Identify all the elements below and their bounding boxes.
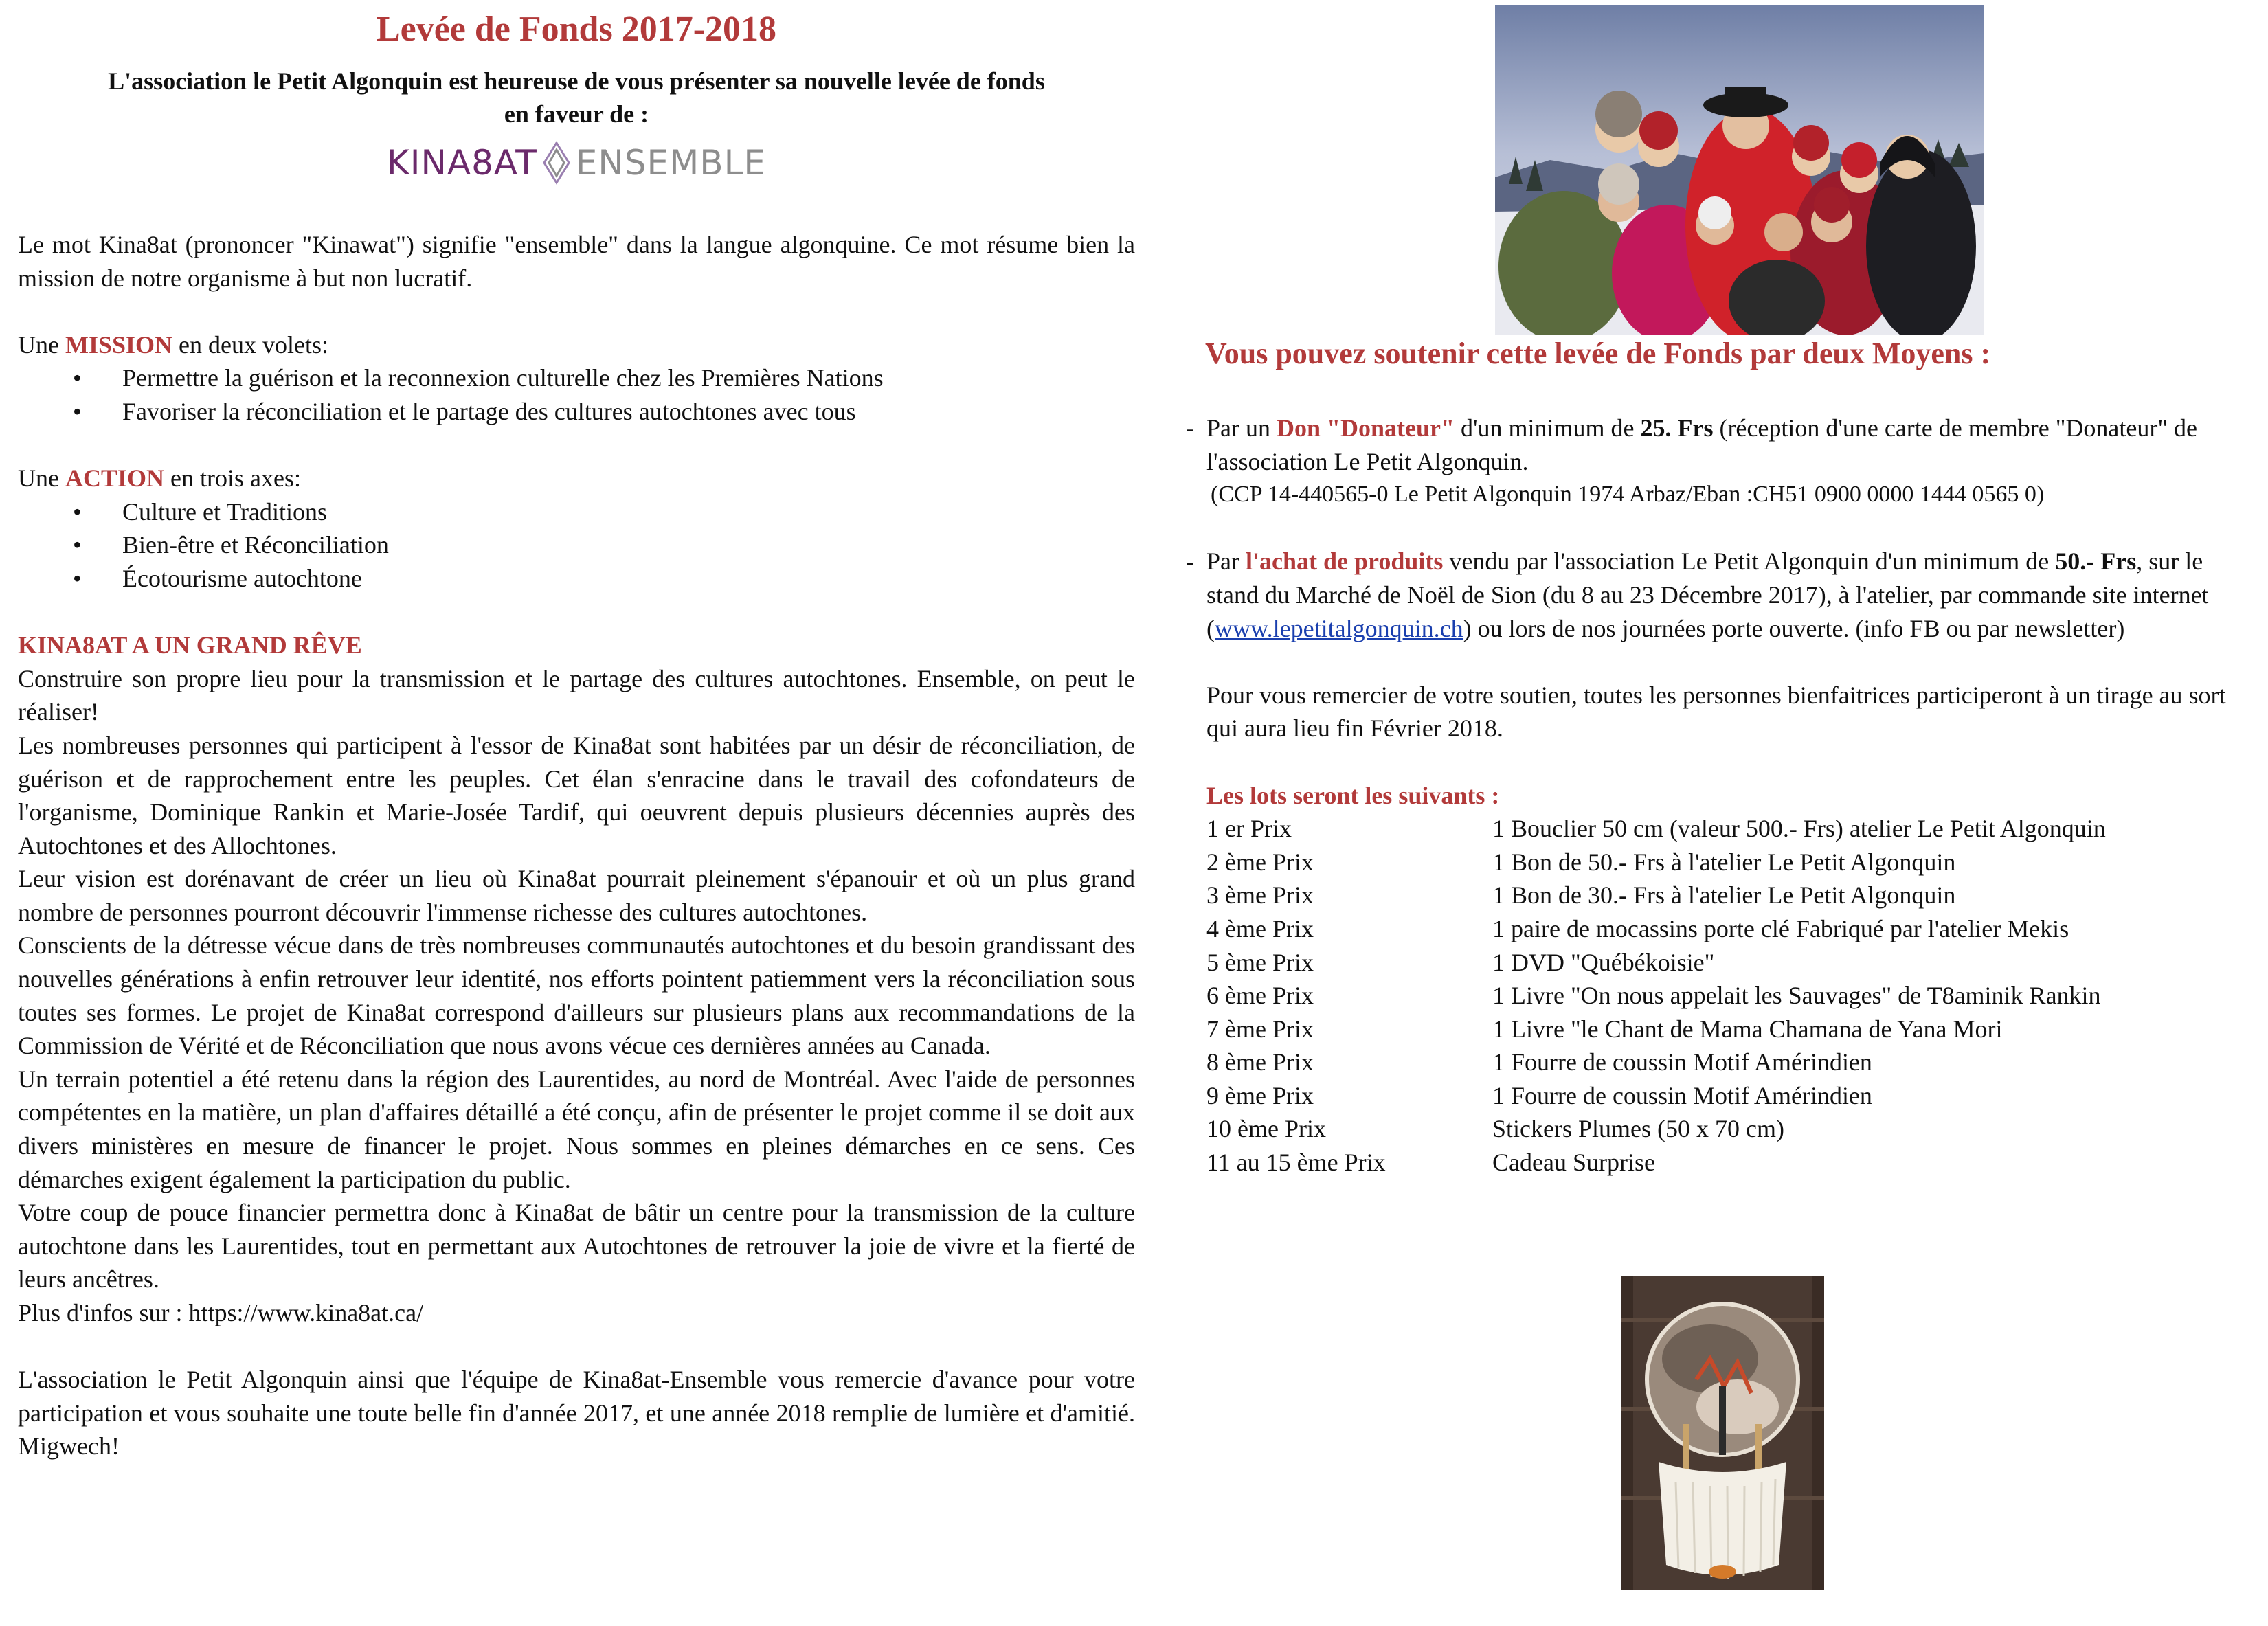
mission-list [18, 361, 1135, 428]
right-column [1186, 330, 2258, 1179]
achat-produits-label: l'achat de produits [1246, 547, 1444, 576]
dreamcatcher-image [1621, 1276, 1824, 1590]
prize-description: 1 DVD "Québékoisie" [1492, 948, 1715, 976]
don-minimum: 25. Frs [1640, 414, 1714, 442]
purchase-option: - Par l'achat de produits vendu par l'association Le Petit Algonquin d'un minimum de 50.- Frs, sur le stand du Marché de Noël de Sion (du 8 au 23 Décembre 2017), à l'atelier, par commande site internet (www.lepetitalgonquin.ch) ou lors de nos journées porte ouverte. (info FB ou par newsletter) [1186, 545, 2258, 645]
dream-paragraph: Les nombreuses personnes qui participent à l'essor de Kina8at sont habitées par un désir de réconciliation, de guérison et de rapprochement entre les peuples. Cet élan s'enracine dans le travail des cofondateurs de l'organisme, Dominique Rankin et Marie-Josée Tardif, qui oeuvrent depuis plusieurs décennies auprès des Autochtones et des Allochtones. [18, 731, 1135, 859]
lots-heading: Les lots seront les suivants : [1206, 781, 1500, 809]
action-list [18, 495, 1135, 596]
list-item: • Bien-être et Réconciliation [18, 528, 1135, 562]
prizes-section [1186, 779, 2258, 1179]
table-row [1206, 1013, 2106, 1046]
thanks-paragraph: Pour vous remercier de votre soutien, toutes les personnes bienfaitrices participeront à un tirage au sort qui aura lieu fin Février 2018. [1206, 681, 2226, 743]
group-photo-image [1495, 5, 1984, 335]
prize-rank: 6 ème Prix [1206, 982, 1314, 1010]
table-row [1206, 1079, 2106, 1113]
table-row [1206, 946, 2106, 980]
prize-description: 1 Fourre de coussin Motif Amérindien [1492, 1081, 1872, 1109]
prizes-table [1206, 812, 2106, 1179]
table-row [1206, 812, 2106, 846]
prize-rank: 2 ème Prix [1206, 848, 1314, 876]
mission-keyword: MISSION [65, 330, 173, 359]
dreamcatcher-photo [1621, 1276, 1824, 1590]
list-item: • Permettre la guérison et la reconnexion culturelle chez les Premières Nations [18, 361, 1135, 395]
table-row [1206, 912, 2106, 946]
prize-rank: 1 er Prix [1206, 815, 1292, 843]
prize-rank: 10 ème Prix [1206, 1115, 1326, 1143]
website-link[interactable]: www.lepetitalgonquin.ch [1215, 614, 1463, 642]
action-line: Une ACTION en trois axes: [18, 464, 301, 493]
action-keyword: ACTION [65, 464, 165, 493]
intro-line-1: L'association le Petit Algonquin est heureuse de vous présenter sa nouvelle levée de fonds [108, 67, 1045, 95]
dream-paragraph: Construire son propre lieu pour la transmission et le partage des cultures autochtones. Ensemble, on peut le réaliser! [18, 664, 1135, 726]
group-photo [1495, 5, 1984, 335]
prize-rank: 8 ème Prix [1206, 1048, 1314, 1076]
mission-line: Une MISSION en deux volets: [18, 330, 328, 359]
closing-paragraph: L'association le Petit Algonquin ainsi que l'équipe de Kina8at-Ensemble vous remercie d'avance pour votre participation et vous souhaite une toute belle fin d'année 2017, et une année 2018 remplie de lumière et d'amitié. Migwech! [18, 1366, 1135, 1460]
prize-description: 1 Bon de 30.- Frs à l'atelier Le Petit Algonquin [1492, 881, 1956, 910]
prize-description: 1 Livre "le Chant de Mama Chamana de Yana Mori [1492, 1015, 2003, 1043]
logo-text-ensemble: ENSEMBLE [575, 143, 767, 183]
table-row [1206, 1146, 2106, 1179]
achat-minimum: 50.- Frs [2055, 547, 2137, 576]
table-row [1206, 1112, 2106, 1146]
prize-description: 1 Livre "On nous appelait les Sauvages" de T8aminik Rankin [1492, 982, 2101, 1010]
prize-description: 1 Fourre de coussin Motif Amérindien [1492, 1048, 1872, 1076]
prize-description: Cadeau Surprise [1492, 1149, 1655, 1177]
dream-paragraph: Conscients de la détresse vécue dans de très nombreuses communautés autochtones et du besoin grandissant des nouvelles générations à enfin retrouver leur identité, nos efforts pointent patiemment vers la réconciliation sous toutes ses formes. Le projet de Kina8at correspond d'ailleurs sur plusieurs plans aux recommandations de la Commission de Vérité et de Réconciliation que nous avons vécue ces dernières années au Canada. [18, 931, 1135, 1060]
table-row [1206, 879, 2106, 912]
dream-paragraph: Votre coup de pouce financier permettra donc à Kina8at de bâtir un centre pour la transmission de la culture autochtone dans les Laurentides, tout en permettant aux Autochtones de retrouver la joie de vivre et la fierté de leurs ancêtres. [18, 1199, 1135, 1294]
don-donateur-label: Don "Donateur" [1277, 414, 1455, 442]
logo-diamond-icon [541, 140, 572, 185]
table-row [1206, 846, 2106, 879]
table-row [1206, 979, 2106, 1013]
logo-text-kina8at: KINA8AT [386, 143, 537, 183]
intro-line-2: en faveur de : [504, 100, 649, 128]
prize-description: Stickers Plumes (50 x 70 cm) [1492, 1115, 1784, 1143]
list-item: • Culture et Traditions [18, 495, 1135, 529]
prize-description: 1 Bon de 50.- Frs à l'atelier Le Petit Algonquin [1492, 848, 1956, 876]
more-info-line: Plus d'infos sur : https://www.kina8at.ca/ [18, 1299, 424, 1326]
page-title: Levée de Fonds 2017-2018 [376, 10, 777, 49]
donation-option: - Par un Don "Donateur" d'un minimum de 25. Frs (réception d'une carte de membre "Donateur" de l'association Le Petit Algonquin. [1186, 411, 2258, 478]
prize-description: 1 Bouclier 50 cm (valeur 500.- Frs) atelier Le Petit Algonquin [1492, 815, 2106, 843]
ccp-line: (CCP 14-440565-0 Le Petit Algonquin 1974 Arbaz/Eban :CH51 0900 0000 1444 0565 0) [1211, 482, 2045, 508]
list-item: • Favoriser la réconciliation et le partage des cultures autochtones avec tous [18, 395, 1135, 429]
prize-rank: 9 ème Prix [1206, 1081, 1314, 1109]
table-row [1206, 1046, 2106, 1079]
prize-rank: 4 ème Prix [1206, 914, 1314, 942]
prize-rank: 11 au 15 ème Prix [1206, 1149, 1386, 1177]
prize-rank: 7 ème Prix [1206, 1015, 1314, 1043]
left-column [18, 5, 1135, 1463]
prize-rank: 3 ème Prix [1206, 881, 1314, 910]
prize-description: 1 paire de mocassins porte clé Fabriqué par l'atelier Mekis [1492, 914, 2069, 942]
kina8at-intro-paragraph: Le mot Kina8at (prononcer "Kinawat") signifie "ensemble" dans la langue algonquine. Ce mot résume bien la mission de notre organisme à but non lucratif. [18, 231, 1135, 292]
prize-rank: 5 ème Prix [1206, 948, 1314, 976]
dream-heading: KINA8AT A UN GRAND RÊVE [18, 631, 362, 659]
kina8at-ensemble-logo [18, 139, 1135, 187]
support-title: Vous pouvez soutenir cette levée de Fonds par deux Moyens : [1205, 337, 1991, 370]
list-item: • Écotourisme autochtone [18, 562, 1135, 596]
dream-paragraph: Leur vision est dorénavant de créer un lieu où Kina8at pourrait pleinement s'épanouir et où un plus grand nombre de personnes pourront découvrir l'immense richesse des cultures autochtones. [18, 865, 1135, 926]
dream-paragraph: Un terrain potentiel a été retenu dans la région des Laurentides, au nord de Montréal. Avec l'aide de personnes compétentes en la matière, un plan d'affaires détaillé a été conçu, afin de présenter le projet comme il se doit aux divers ministères en mesure de financer le projet. Nous sommes en pleines démarches en ce sens. Ces démarches exigent également la participation du public. [18, 1065, 1135, 1193]
